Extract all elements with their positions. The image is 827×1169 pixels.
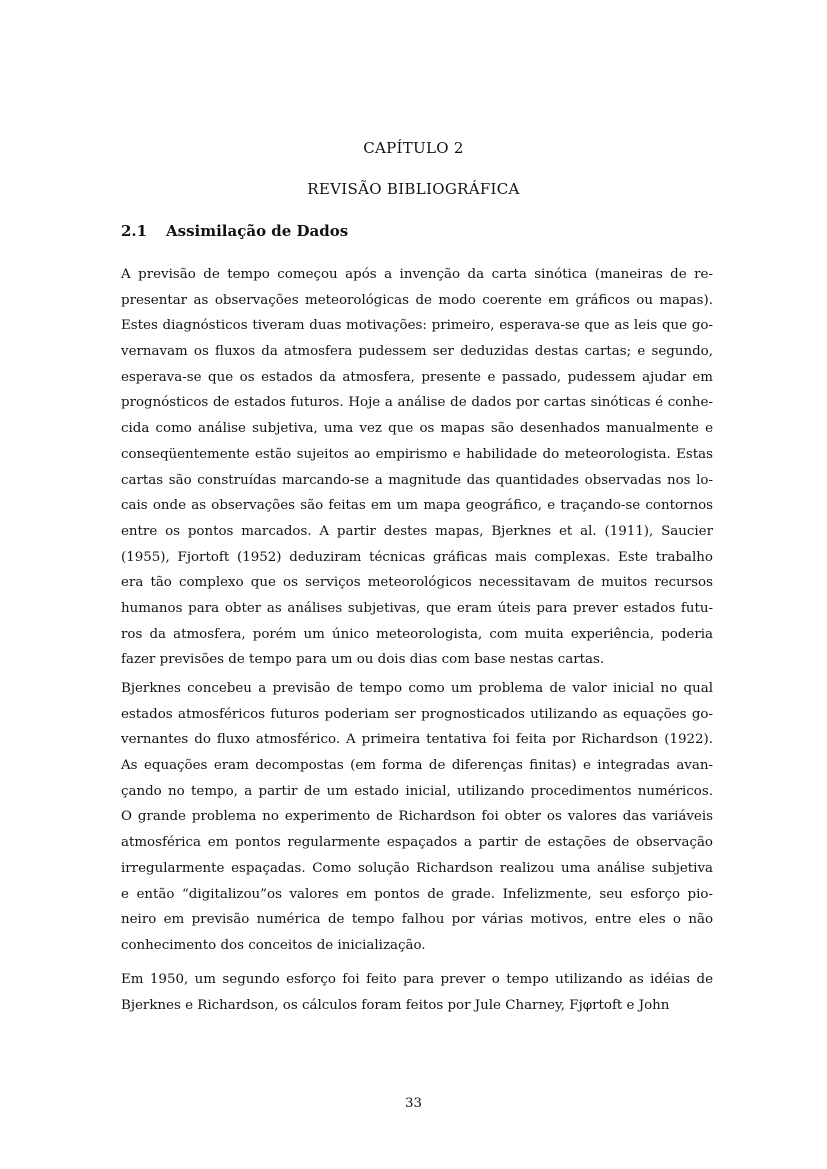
section-title: Assimilação de Dados bbox=[166, 222, 349, 240]
text-line: Em 1950, um segundo esforço foi feito para prever o tempo utilizando as idéias de bbox=[121, 972, 713, 987]
text-line: fazer previsões de tempo para um ou dois dias com base nestas cartas. bbox=[121, 652, 605, 668]
section-number: 2.1 bbox=[121, 222, 148, 240]
text-line: cais onde as observações são feitas em um mapa geográfico, e traçando-se contornos bbox=[121, 498, 713, 514]
text-line: çando no tempo, a partir de um estado inicial, utilizando procedimentos numéricos. bbox=[121, 783, 713, 799]
text-line: Bjerknes concebeu a previsão de tempo como um problema de valor inicial no qual bbox=[121, 681, 713, 696]
text-line: irregularmente espaçadas. Como solução Richardson realizou uma análise subjetiva bbox=[121, 860, 713, 876]
text-line: (1955), Fjortoft (1952) deduziram técnicas gráficas mais complexas. Este trabalho bbox=[121, 549, 713, 565]
text-line: humanos para obter as análises subjetivas, que eram úteis para prever estados futu- bbox=[121, 600, 713, 616]
text-line: prognósticos de estados futuros. Hoje a análise de dados por cartas sinóticas é conhe- bbox=[121, 395, 713, 411]
paragraph-2 bbox=[121, 676, 713, 959]
text-line: cida como análise subjetiva, uma vez que os mapas são desenhados manualmente e bbox=[121, 421, 713, 437]
text-line: neiro em previsão numérica de tempo falhou por várias motivos, entre eles o não bbox=[121, 912, 713, 928]
text-line: vernavam os fluxos da atmosfera pudessem ser deduzidas destas cartas; e segundo, bbox=[121, 344, 713, 360]
text-line: conseqüentemente estão sujeitos ao empirismo e habilidade do meteorologista. Estas bbox=[121, 446, 713, 462]
text-line: presentar as observações meteorológicas de modo coerente em gráficos ou mapas). bbox=[121, 292, 713, 308]
page-number: 33 bbox=[404, 1096, 423, 1111]
paragraph-3 bbox=[121, 967, 713, 1018]
text-line: A previsão de tempo começou após a invenção da carta sinótica (maneiras de re- bbox=[121, 267, 713, 282]
text-line: era tão complexo que os serviços meteorológicos necessitavam de muitos recursos bbox=[121, 575, 713, 591]
text-line: entre os pontos marcados. A partir destes mapas, Bjerknes et al. (1911), Saucier bbox=[121, 523, 713, 539]
chapter-label: CAPÍTULO 2 bbox=[363, 139, 464, 157]
text-line: esperava-se que os estados da atmosfera, presente e passado, pudessem ajudar em bbox=[121, 369, 713, 385]
chapter-title: REVISÃO BIBLIOGRÁFICA bbox=[307, 180, 520, 198]
text-line: atmosférica em pontos regularmente espaçados a partir de estações de observação bbox=[121, 835, 713, 851]
text-line: vernantes do fluxo atmosférico. A primeira tentativa foi feita por Richardson (1922). bbox=[121, 732, 713, 748]
paragraph-1 bbox=[121, 262, 713, 673]
text-line: Bjerknes e Richardson, os cálculos foram feitos por Jule Charney, Fjφrtoft e John bbox=[121, 997, 670, 1013]
text-line: O grande problema no experimento de Richardson foi obter os valores das variáveis bbox=[121, 809, 713, 825]
text-line: As equações eram decompostas (em forma de diferenças finitas) e integradas avan- bbox=[121, 758, 713, 774]
text-line: conhecimento dos conceitos de inicialização. bbox=[121, 937, 426, 953]
text-line: Estes diagnósticos tiveram duas motivações: primeiro, esperava-se que as leis que go- bbox=[121, 318, 713, 334]
section-heading bbox=[121, 222, 348, 240]
text-line: ros da atmosfera, porém um único meteorologista, com muita experiência, poderia bbox=[121, 626, 713, 642]
text-line: cartas são construídas marcando-se a magnitude das quantidades observadas nos lo- bbox=[121, 472, 713, 488]
text-line: estados atmosféricos futuros poderiam ser prognosticados utilizando as equações go- bbox=[121, 706, 713, 722]
text-line: e então “digitalizou”os valores em pontos de grade. Infelizmente, seu esforço pio- bbox=[121, 886, 713, 902]
